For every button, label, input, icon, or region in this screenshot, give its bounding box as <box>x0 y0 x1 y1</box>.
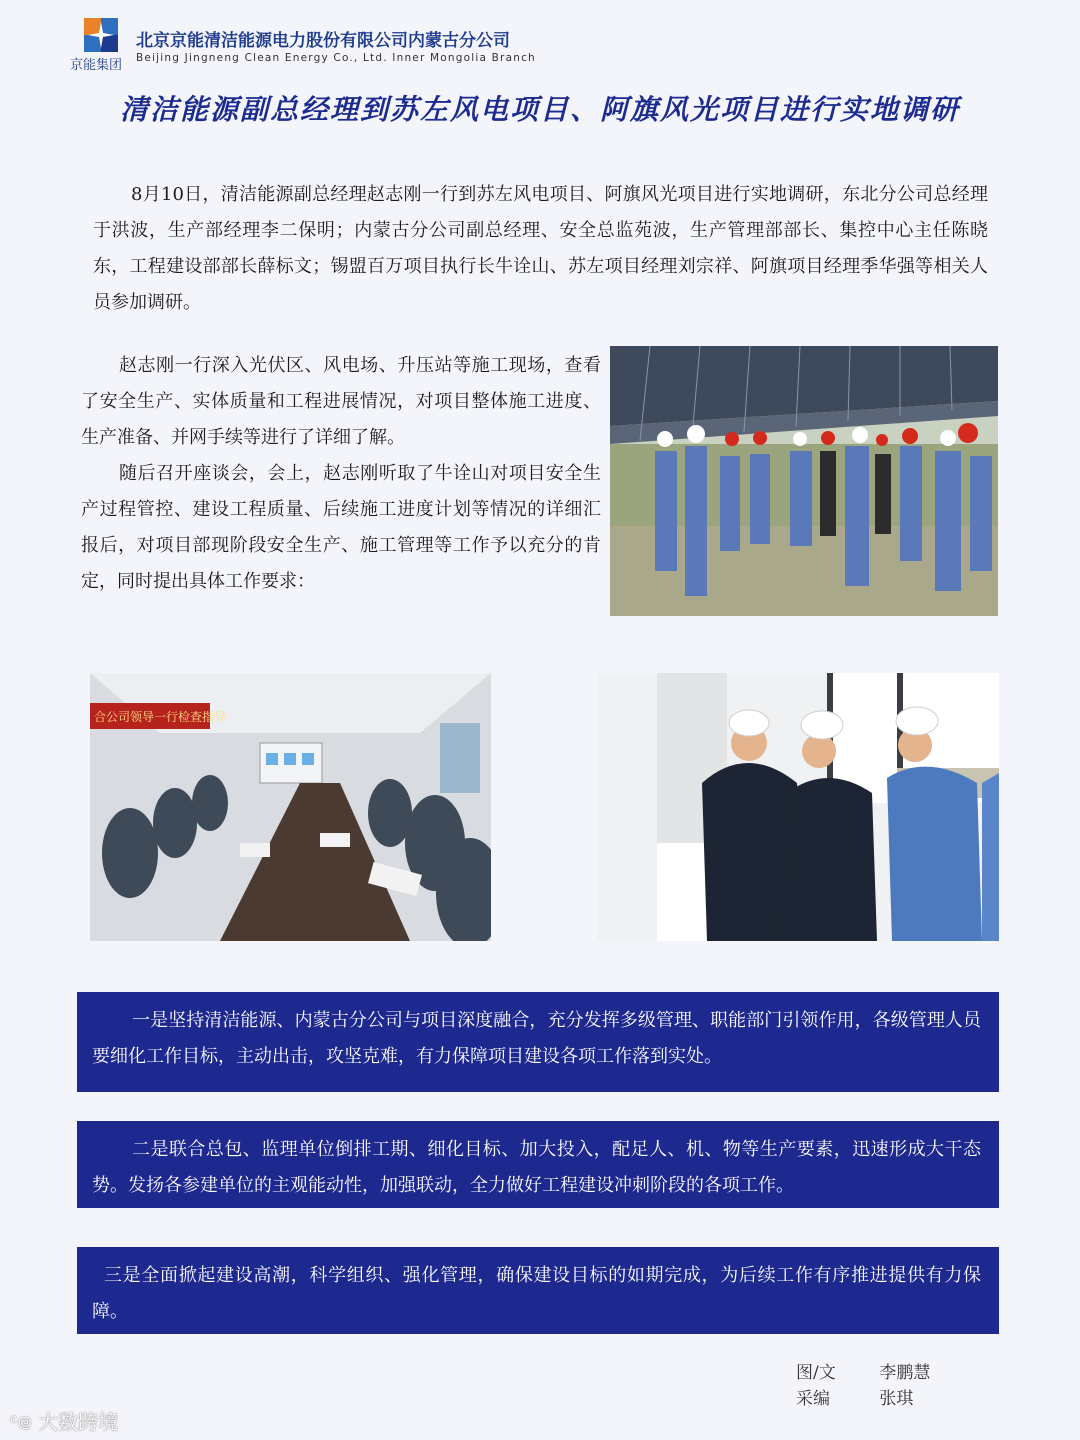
meeting-room-photo <box>90 673 491 941</box>
watermark-text: 大数跨境 <box>38 1410 119 1434</box>
credit-role-editor: 采编 <box>796 1389 830 1409</box>
logo-text: 京能集团 <box>70 58 123 73</box>
inspection-paragraph: 赵志刚一行深入光伏区、风电场、升压站等施工现场，查看了安全生产、实体质量和工程进展情况，对项目整体施工进度、生产准备、并网手续等进行了详细了解。 <box>81 355 601 448</box>
page-header <box>70 18 670 73</box>
watermark <box>10 1406 118 1440</box>
requirement-box-2: 二是联合总包、监理单位倒排工期、细化目标、加大投入，配足人、机、物等生产要素，迅速形成大干态势。发扬各参建单位的主观能动性，加强联动，全力做好工程建设冲刺阶段的各项工作。 <box>77 1121 999 1208</box>
meeting-paragraph: 随后召开座谈会，会上，赵志刚听取了牛诠山对项目安全生产过程管控、建设工程质量、后续施工进度计划等情况的详细汇报后，对项目部现阶段安全生产、施工管理等工作予以充分的肯定，同时提出具体工作要求： <box>81 463 601 592</box>
credit-editor-row <box>796 1386 930 1412</box>
article-credits <box>796 1360 930 1412</box>
credit-role-author: 图/文 <box>796 1363 836 1383</box>
intro-paragraph: 8月10日，清洁能源副总经理赵志刚一行到苏左风电项目、阿旗风光项目进行实地调研，东北分公司总经理于洪波，生产部经理李二保明；内蒙古分公司副总经理、安全总监苑波，生产管理部部长、集控中心主任陈晓东，工程建设部部长薛标文；锡盟百万项目执行长牛诠山、苏左项目经理刘宗祥、阿旗项目经理季华强等相关人员参加调研。 <box>93 184 988 313</box>
company-name-en: Beijing Jingneng Clean Energy Co., Ltd. Inner Mongolia Branch <box>136 52 536 64</box>
credit-name-author: 李鹏慧 <box>879 1363 931 1383</box>
credit-author-row <box>796 1360 930 1386</box>
jingneng-logo-icon <box>84 18 118 52</box>
requirement-box-1: 一是坚持清洁能源、内蒙古分公司与项目深度融合，充分发挥多级管理、职能部门引领作用，各级管理人员要细化工作目标，主动出击，攻坚克难，有力保障项目建设各项工作落到实处。 <box>77 992 999 1092</box>
site-inspection-photo <box>597 673 999 941</box>
watermark-logo-icon: ᶜ᪤ <box>10 1410 32 1434</box>
credit-name-editor: 张琪 <box>879 1389 914 1409</box>
solar-site-photo <box>610 346 998 616</box>
company-name-cn: 北京京能清洁能源电力股份有限公司内蒙古分公司 <box>136 31 510 51</box>
requirement-box-3: 三是全面掀起建设高潮，科学组织、强化管理，确保建设目标的如期完成，为后续工作有序推进提供有力保障。 <box>77 1247 999 1334</box>
meeting-banner-text: 合公司领导一行检查指导 <box>94 710 227 724</box>
article-title: 清洁能源副总经理到苏左风电项目、阿旗风光项目进行实地调研 <box>119 93 960 126</box>
